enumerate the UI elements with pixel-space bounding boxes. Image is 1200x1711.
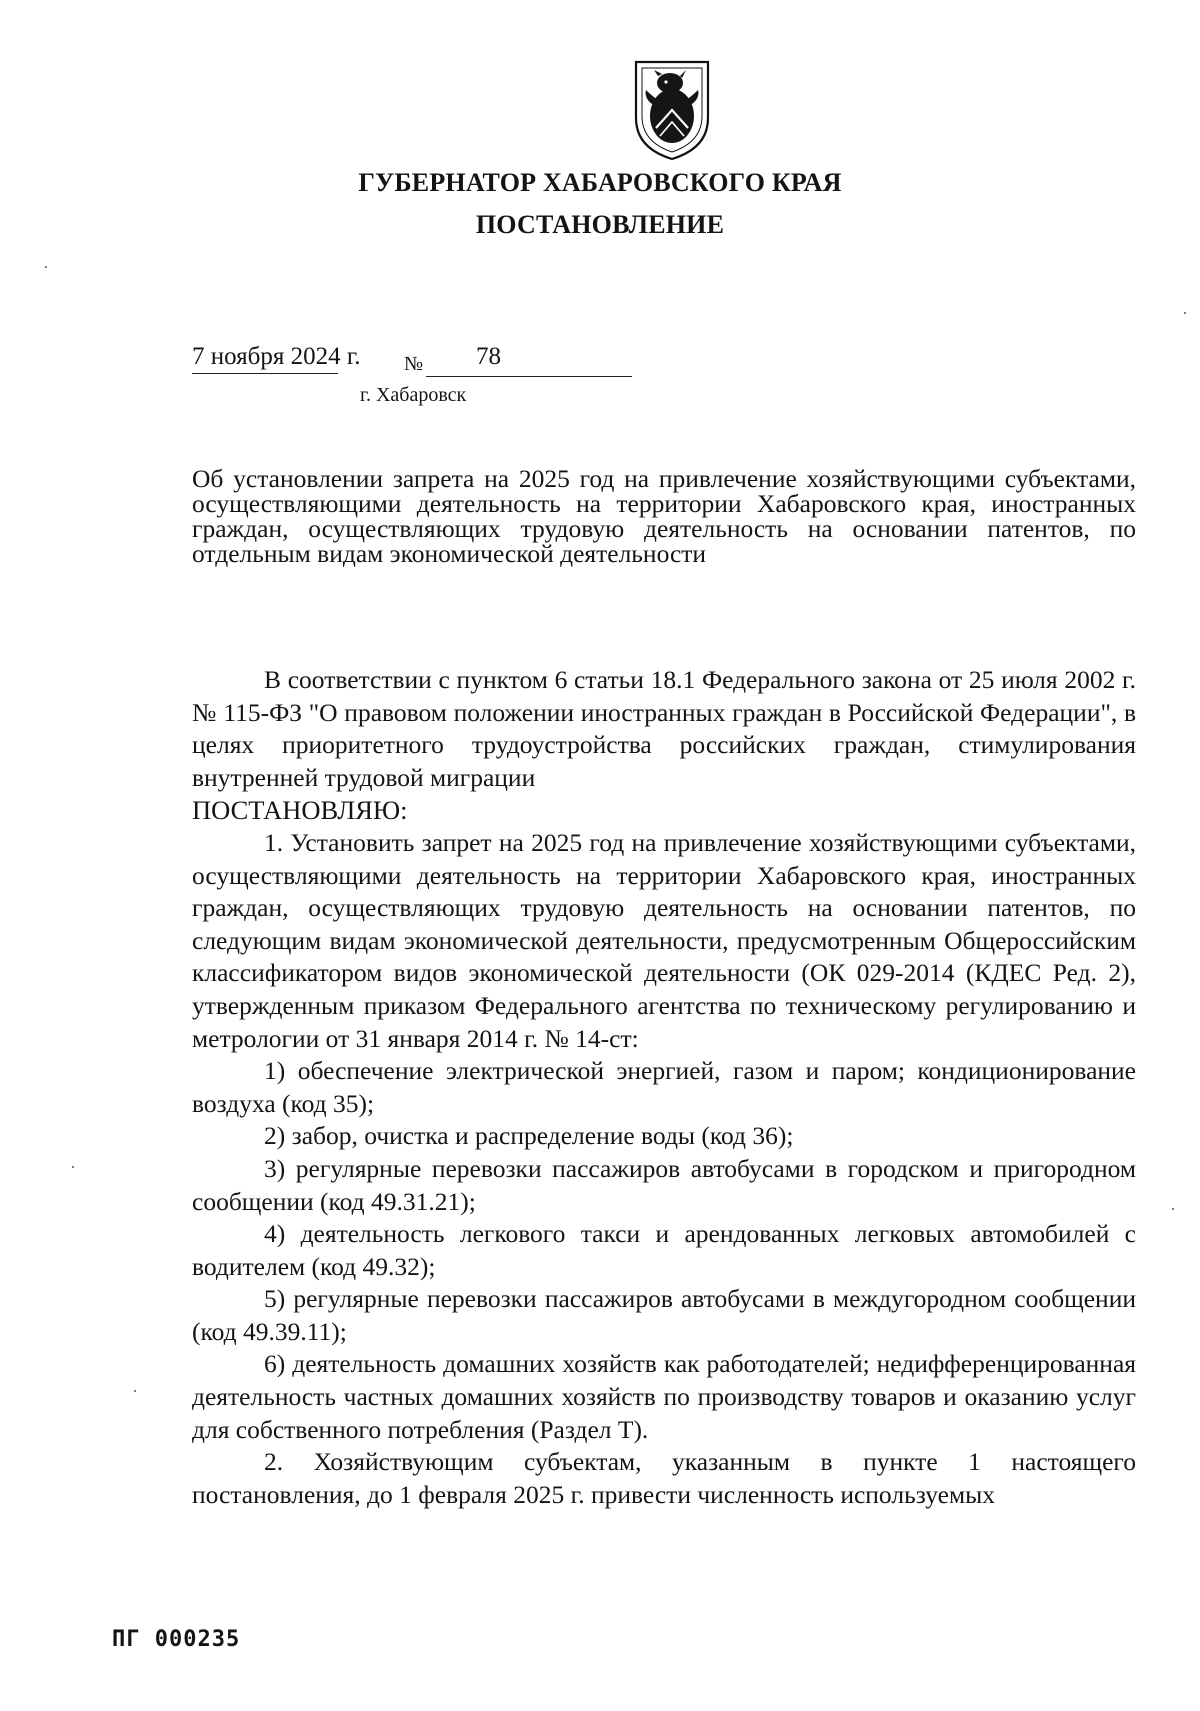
clause-2: 2. Хозяйствующим субъектам, указанным в пункте 1 настоящего постановления, до 1 февраля 2025 г. привести численность используемых	[192, 1447, 1136, 1509]
activity-item-2: 2) забор, очистка и распределение воды (код 36);	[264, 1121, 794, 1151]
scan-speck	[1184, 312, 1186, 314]
number-underline	[426, 376, 632, 377]
document-code: ПГ 000235	[112, 1627, 241, 1652]
scan-speck	[134, 1390, 136, 1392]
document-city: г. Хабаровск	[360, 384, 467, 406]
activity-item-5: 5) регулярные перевозки пассажиров автобусами в междугородном сообщении (код 49.39.11);	[192, 1284, 1136, 1346]
activity-item-4: 4) деятельность легкового такси и арендованных легковых автомобилей с водителем (код 49.32);	[192, 1219, 1136, 1281]
activity-item-6: 6) деятельность домашних хозяйств как работодателей; недифференцированная деятельность частных домашних хозяйств по производству товаров и оказанию услуг для собственного потребления (Раздел T).	[192, 1349, 1136, 1444]
document-number: 78	[476, 343, 501, 370]
document-body	[192, 664, 1136, 1511]
scan-speck	[72, 1166, 74, 1168]
governor-title: ГУБЕРНАТОР ХАБАРОВСКОГО КРАЯ	[358, 168, 842, 197]
decree-word: ПОСТАНОВЛЯЮ:	[192, 795, 408, 826]
scan-speck	[45, 266, 47, 268]
date-underline	[192, 373, 338, 374]
activity-item-1: 1) обеспечение электрической энергией, газом и паром; кондиционирование воздуха (код 35);	[192, 1056, 1136, 1118]
coat-of-arms-icon	[630, 58, 714, 162]
clause-1: 1. Установить запрет на 2025 год на привлечение хозяйствующими субъектами, осуществляющими деятельность на территории Хабаровского края, иностранных граждан, осуществляющих трудовую деятельность на основании патентов, по следующим видам экономической деятельности, предусмотренным Общероссийским классификатором видов экономической деятельности (ОК 029-2014 (КДЕС Ред. 2), утвержденным приказом Федерального агентства по техническому регулированию и метрологии от 31 января 2014 г. № 14-ст:	[192, 827, 1136, 1053]
registration-line	[192, 343, 501, 375]
scan-speck	[1172, 1208, 1174, 1210]
activity-item-3: 3) регулярные перевозки пассажиров автобусами в городском и пригородном сообщении (код 49.31.21);	[192, 1153, 1136, 1216]
document-subject: Об установлении запрета на 2025 год на привлечение хозяйствующими субъектами, осуществляющими деятельность на территории Хабаровского края, иностранных граждан, осуществляющих трудовую деятельность на основании патентов, по отдельным видам экономической деятельности	[192, 464, 1136, 568]
document-date: 7 ноября 2024 г.	[192, 343, 361, 370]
number-sign: №	[404, 353, 424, 375]
preamble-paragraph: В соответствии с пунктом 6 статьи 18.1 Федерального закона от 25 июля 2002 г. № 115-ФЗ "О правовом положении иностранных граждан в Российской Федерации", в целях приоритетного трудоустройства российских граждан, стимулирования внутренней трудовой миграции	[192, 665, 1136, 792]
document-type: ПОСТАНОВЛЕНИЕ	[475, 210, 725, 239]
